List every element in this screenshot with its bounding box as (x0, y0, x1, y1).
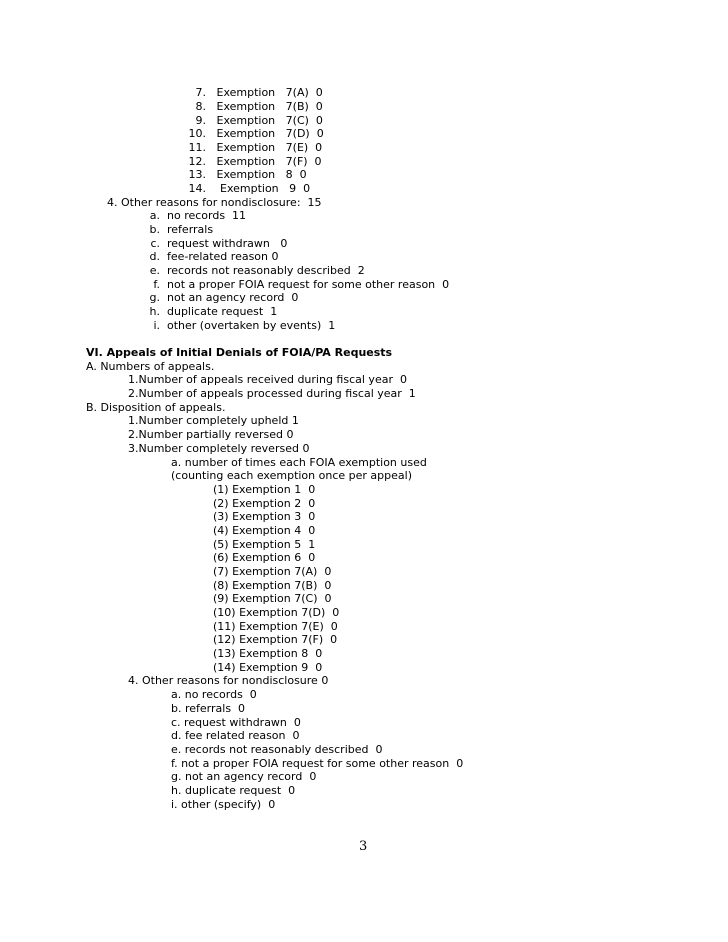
appeal-other-reason-item: h. duplicate request 0 (171, 784, 296, 797)
exemption-row (184, 86, 323, 99)
exemption-row (184, 114, 323, 127)
exemption-row (184, 127, 324, 140)
reason-letter: d. (149, 250, 160, 263)
exemption-count-item: (10) Exemption 7(D) 0 (213, 606, 340, 619)
exemption-label: Exemption 7(E) 0 (216, 141, 323, 154)
appeal-other-reason-item: d. fee related reason 0 (171, 729, 300, 742)
exemption-count-item: (11) Exemption 7(E) 0 (213, 620, 338, 633)
exemption-label: Exemption 7(C) 0 (216, 114, 323, 127)
other-reason-row (148, 291, 298, 304)
appeal-other-reason-item: i. other (specify) 0 (171, 798, 276, 811)
reason-letter: i. (153, 319, 160, 332)
exemption-number: 12. (188, 155, 206, 168)
appeal-other-reason-item: g. not an agency record 0 (171, 770, 317, 783)
reason-letter: g. (149, 291, 160, 304)
appeal-other-reasons-heading: 4. Other reasons for nondisclosure 0 (128, 674, 329, 687)
section-vi-heading: VI. Appeals of Initial Denials of FOIA/PA Requests (86, 346, 393, 359)
reason-letter: h. (149, 305, 160, 318)
exemption-number: 14. (188, 182, 206, 195)
exemption-number: 13. (188, 168, 206, 181)
subsection-a-heading: A. Numbers of appeals. (86, 360, 215, 373)
reason-label: not a proper FOIA request for some other reason 0 (167, 278, 450, 291)
exemption-count-item: (13) Exemption 8 0 (213, 647, 323, 660)
appeal-other-reason-item: f. not a proper FOIA request for some other reason 0 (171, 757, 464, 770)
other-reason-row (148, 305, 277, 318)
reason-label: no records 11 (167, 209, 247, 222)
disposition-item: 3.Number completely reversed 0 (128, 442, 310, 455)
exemption-row (184, 182, 310, 195)
other-reason-row (148, 209, 246, 222)
disposition-item: 2.Number partially reversed 0 (128, 428, 294, 441)
exemption-count-item: (12) Exemption 7(F) 0 (213, 633, 338, 646)
exemption-count-item: (7) Exemption 7(A) 0 (213, 565, 332, 578)
exemption-number: 7. (195, 86, 206, 99)
other-reason-row (148, 278, 449, 291)
reason-letter: e. (149, 264, 160, 277)
appeal-other-reason-item: b. referrals 0 (171, 702, 246, 715)
exemption-label: Exemption 8 0 (216, 168, 307, 181)
reason-letter: b. (149, 223, 160, 236)
appeal-other-reason-item: a. no records 0 (171, 688, 257, 701)
subsection-b-heading: B. Disposition of appeals. (86, 401, 226, 414)
reason-label: not an agency record 0 (167, 291, 299, 304)
reason-label: records not reasonably described 2 (167, 264, 365, 277)
reason-label: fee-related reason 0 (167, 250, 279, 263)
reason-letter: a. (149, 209, 160, 222)
exemption-label: Exemption 7(F) 0 (216, 155, 322, 168)
reason-label: duplicate request 1 (167, 305, 278, 318)
other-reason-row (148, 264, 365, 277)
appeals-count-item: 2.Number of appeals processed during fiscal year 1 (128, 387, 416, 400)
page-number: 3 (359, 839, 368, 854)
exemption-count-item: (1) Exemption 1 0 (213, 483, 316, 496)
exemption-row (184, 168, 307, 181)
other-reason-row (148, 237, 287, 250)
exemption-row (184, 100, 323, 113)
reason-letter: c. (150, 237, 160, 250)
exemption-label: Exemption 7(B) 0 (216, 100, 323, 113)
exemption-label: Exemption 7(A) 0 (216, 86, 323, 99)
exemption-label: Exemption 7(D) 0 (216, 127, 324, 140)
other-reasons-heading: 4. Other reasons for nondisclosure: 15 (107, 196, 322, 209)
exemption-count-item: (14) Exemption 9 0 (213, 661, 323, 674)
other-reason-row (148, 250, 279, 263)
exemption-used-subheading: (counting each exemption once per appeal) (171, 469, 412, 482)
reason-label: referrals (167, 223, 214, 236)
exemption-count-item: (4) Exemption 4 0 (213, 524, 316, 537)
exemption-number: 9. (195, 114, 206, 127)
appeal-other-reason-item: e. records not reasonably described 0 (171, 743, 383, 756)
exemption-label: Exemption 9 0 (220, 182, 311, 195)
exemption-count-item: (5) Exemption 5 1 (213, 538, 316, 551)
exemption-count-item: (3) Exemption 3 0 (213, 510, 316, 523)
exemption-count-item: (2) Exemption 2 0 (213, 497, 316, 510)
appeal-other-reason-item: c. request withdrawn 0 (171, 716, 301, 729)
reason-letter: f. (153, 278, 160, 291)
other-reason-row (148, 223, 213, 236)
reason-label: request withdrawn 0 (167, 237, 288, 250)
exemption-row (184, 155, 322, 168)
exemption-row (184, 141, 322, 154)
exemption-count-item: (8) Exemption 7(B) 0 (213, 579, 332, 592)
reason-label: other (overtaken by events) 1 (167, 319, 336, 332)
exemption-count-item: (9) Exemption 7(C) 0 (213, 592, 332, 605)
appeals-count-item: 1.Number of appeals received during fiscal year 0 (128, 373, 407, 386)
exemption-number: 10. (188, 127, 206, 140)
exemption-number: 11. (188, 141, 206, 154)
other-reason-row (148, 319, 335, 332)
exemption-number: 8. (195, 100, 206, 113)
disposition-item: 1.Number completely upheld 1 (128, 414, 299, 427)
exemption-count-item: (6) Exemption 6 0 (213, 551, 316, 564)
exemption-used-heading: a. number of times each FOIA exemption used (171, 456, 427, 469)
